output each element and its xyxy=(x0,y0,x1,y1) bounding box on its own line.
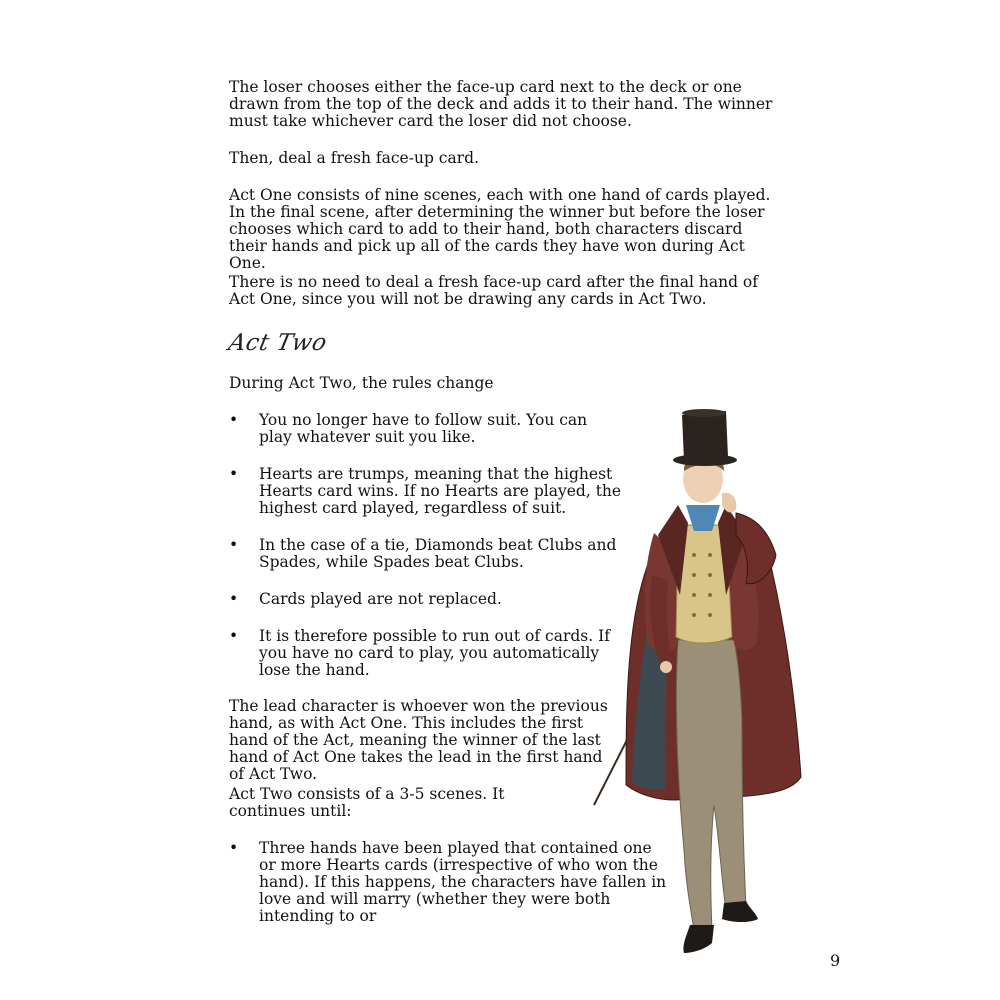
section-heading-act-two: Act Two xyxy=(226,330,330,356)
top-hat xyxy=(682,411,728,461)
paragraph-no-need-deal: There is no need to deal a fresh face-up card after the final hand of Act One, since you will not be drawing any cards in Act Two. xyxy=(229,273,758,308)
page-number: 9 xyxy=(830,951,841,970)
gentleman-illustration xyxy=(586,405,816,960)
paragraph-lead-character: The lead character is whoever won the previous hand, as with Act One. This includes the first hand of the Act, meaning the winner of the last hand of Act One takes the lead in the first hand of Act Two. xyxy=(229,697,608,783)
bullet-text: It is therefore possible to run out of cards. If you have no card to play, you automatically lose the hand. xyxy=(259,627,610,679)
hand-with-cane xyxy=(660,661,672,673)
paragraph-deal-fresh: Then, deal a fresh face-up card. xyxy=(229,149,479,167)
bullet-icon: • xyxy=(229,839,239,857)
paragraph-act-two-scenes: Act Two consists of a 3-5 scenes. It continues until: xyxy=(229,785,505,820)
paragraph-act-one-scenes: Act One consists of nine scenes, each with one hand of cards played. In the final scene, after determining the winner but before the loser chooses which card to add to their hand, both characters discard their hands and pick up all of the cards they have won during Act One. xyxy=(229,186,771,272)
bullet-icon: • xyxy=(229,411,239,429)
bullet-text: In the case of a tie, Diamonds beat Clubs and Spades, while Spades beat Clubs. xyxy=(259,536,617,571)
paragraph-rules-change: During Act Two, the rules change xyxy=(229,374,494,392)
left-boot xyxy=(683,925,714,953)
bullet-icon: • xyxy=(229,465,239,483)
right-boot xyxy=(722,901,758,922)
bullet-text: Cards played are not replaced. xyxy=(259,590,502,608)
bullet-text: You no longer have to follow suit. You can play whatever suit you like. xyxy=(259,411,588,446)
paragraph-loser-chooses: The loser chooses either the face-up card next to the deck or one drawn from the top of the deck and adds it to their hand. The winner must take whichever card the loser did not choose. xyxy=(229,78,773,130)
bullet-text: Three hands have been played that contained one or more Hearts cards (irrespective of who won the hand). If this happens, the characters have fallen in love and will marry (whether they were both intending to or xyxy=(259,839,667,925)
bullet-icon: • xyxy=(229,536,239,554)
bullet-text: Hearts are trumps, meaning that the highest Hearts card wins. If no Hearts are played, the highest card played, regardless of suit. xyxy=(259,465,622,517)
bullet-icon: • xyxy=(229,627,239,645)
bullet-icon: • xyxy=(229,590,239,608)
hat-top xyxy=(682,409,726,417)
hat-brim xyxy=(673,454,737,466)
trousers xyxy=(676,640,746,930)
